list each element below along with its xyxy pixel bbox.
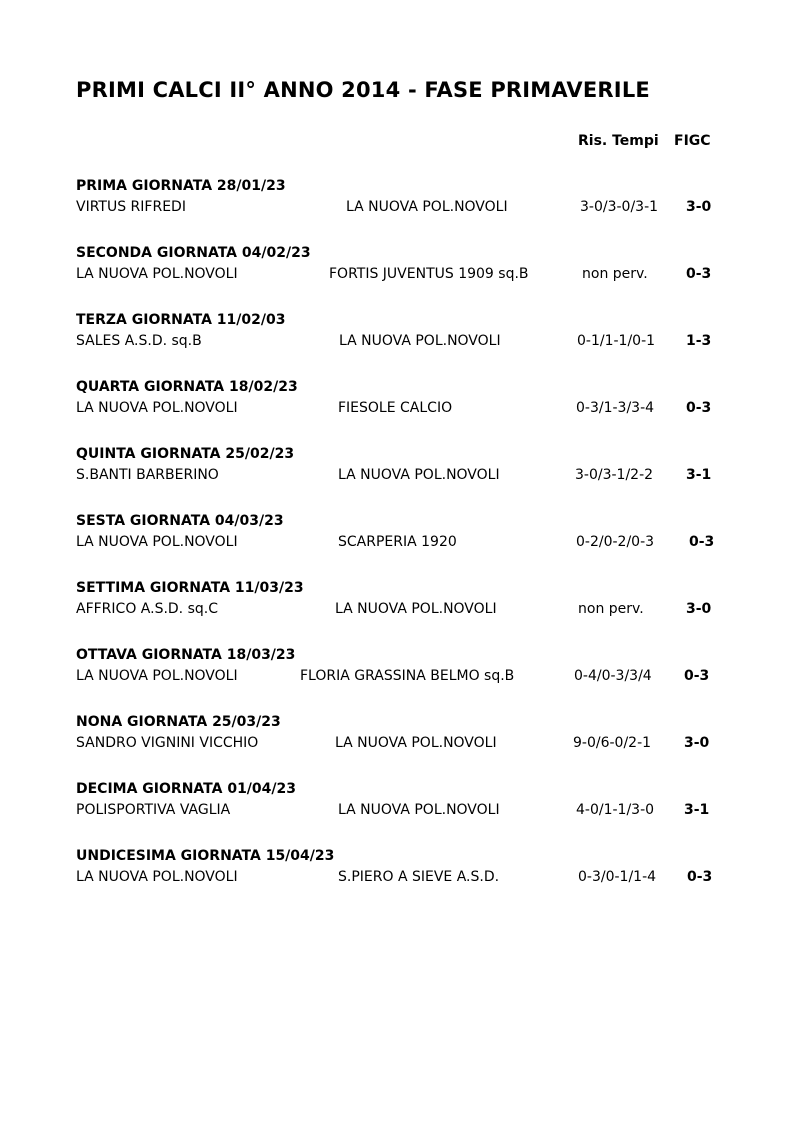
round-block xyxy=(0,647,795,697)
document-title: PRIMI CALCI II° ANNO 2014 - FASE PRIMAVERILE xyxy=(76,78,650,102)
round-block xyxy=(0,446,795,496)
half-results: 4-0/1-1/3-0 xyxy=(576,802,655,818)
figc-result: 0-3 xyxy=(686,400,712,416)
header-figc: FIGC xyxy=(674,133,711,149)
round-title: NONA GIORNATA 25/03/23 xyxy=(76,714,281,730)
half-results: 0-3/1-3/3-4 xyxy=(576,400,655,416)
round-title: DECIMA GIORNATA 01/04/23 xyxy=(76,781,297,797)
figc-result: 3-1 xyxy=(686,467,712,483)
round-block xyxy=(0,781,795,831)
away-team: LA NUOVA POL.NOVOLI xyxy=(338,467,500,483)
round-block xyxy=(0,312,795,362)
round-block xyxy=(0,714,795,764)
away-team: FLORIA GRASSINA BELMO sq.B xyxy=(300,668,515,684)
half-results: 0-4/0-3/3/4 xyxy=(574,668,652,684)
round-title: TERZA GIORNATA 11/02/03 xyxy=(76,312,286,328)
figc-result: 0-3 xyxy=(689,534,715,550)
half-results: non perv. xyxy=(578,601,644,617)
figc-result: 3-0 xyxy=(686,601,712,617)
home-team: VIRTUS RIFREDI xyxy=(76,199,186,215)
away-team: S.PIERO A SIEVE A.S.D. xyxy=(338,869,500,885)
round-block xyxy=(0,178,795,228)
home-team: SANDRO VIGNINI VICCHIO xyxy=(76,735,259,751)
away-team: LA NUOVA POL.NOVOLI xyxy=(335,601,497,617)
round-title: QUARTA GIORNATA 18/02/23 xyxy=(76,379,298,395)
away-team: LA NUOVA POL.NOVOLI xyxy=(339,333,501,349)
figc-result: 3-0 xyxy=(686,199,712,215)
figc-result: 3-1 xyxy=(684,802,710,818)
home-team: LA NUOVA POL.NOVOLI xyxy=(76,266,238,282)
figc-result: 3-0 xyxy=(684,735,710,751)
figc-result: 0-3 xyxy=(684,668,710,684)
half-results: non perv. xyxy=(582,266,648,282)
half-results: 3-0/3-0/3-1 xyxy=(580,199,659,215)
round-title: SECONDA GIORNATA 04/02/23 xyxy=(76,245,311,261)
home-team: LA NUOVA POL.NOVOLI xyxy=(76,534,238,550)
round-block xyxy=(0,513,795,563)
away-team: LA NUOVA POL.NOVOLI xyxy=(346,199,508,215)
figc-result: 1-3 xyxy=(686,333,712,349)
round-title: SETTIMA GIORNATA 11/03/23 xyxy=(76,580,304,596)
half-results: 9-0/6-0/2-1 xyxy=(573,735,652,751)
home-team: SALES A.S.D. sq.B xyxy=(76,333,202,349)
round-title: PRIMA GIORNATA 28/01/23 xyxy=(76,178,286,194)
away-team: SCARPERIA 1920 xyxy=(338,534,457,550)
away-team: LA NUOVA POL.NOVOLI xyxy=(338,802,500,818)
home-team: LA NUOVA POL.NOVOLI xyxy=(76,869,238,885)
half-results: 0-2/0-2/0-3 xyxy=(576,534,655,550)
round-title: OTTAVA GIORNATA 18/03/23 xyxy=(76,647,296,663)
figc-result: 0-3 xyxy=(686,266,712,282)
header-results: Ris. Tempi xyxy=(578,133,659,149)
home-team: POLISPORTIVA VAGLIA xyxy=(76,802,231,818)
home-team: AFFRICO A.S.D. sq.C xyxy=(76,601,218,617)
round-block xyxy=(0,580,795,630)
home-team: S.BANTI BARBERINO xyxy=(76,467,219,483)
home-team: LA NUOVA POL.NOVOLI xyxy=(76,668,238,684)
figc-result: 0-3 xyxy=(687,869,713,885)
away-team: LA NUOVA POL.NOVOLI xyxy=(335,735,497,751)
half-results: 3-0/3-1/2-2 xyxy=(575,467,654,483)
half-results: 0-3/0-1/1-4 xyxy=(578,869,657,885)
round-title: UNDICESIMA GIORNATA 15/04/23 xyxy=(76,848,335,864)
round-block xyxy=(0,245,795,295)
round-block xyxy=(0,848,795,898)
home-team: LA NUOVA POL.NOVOLI xyxy=(76,400,238,416)
round-title: QUINTA GIORNATA 25/02/23 xyxy=(76,446,295,462)
half-results: 0-1/1-1/0-1 xyxy=(577,333,656,349)
away-team: FORTIS JUVENTUS 1909 sq.B xyxy=(329,266,529,282)
round-block xyxy=(0,379,795,429)
round-title: SESTA GIORNATA 04/03/23 xyxy=(76,513,284,529)
away-team: FIESOLE CALCIO xyxy=(338,400,453,416)
